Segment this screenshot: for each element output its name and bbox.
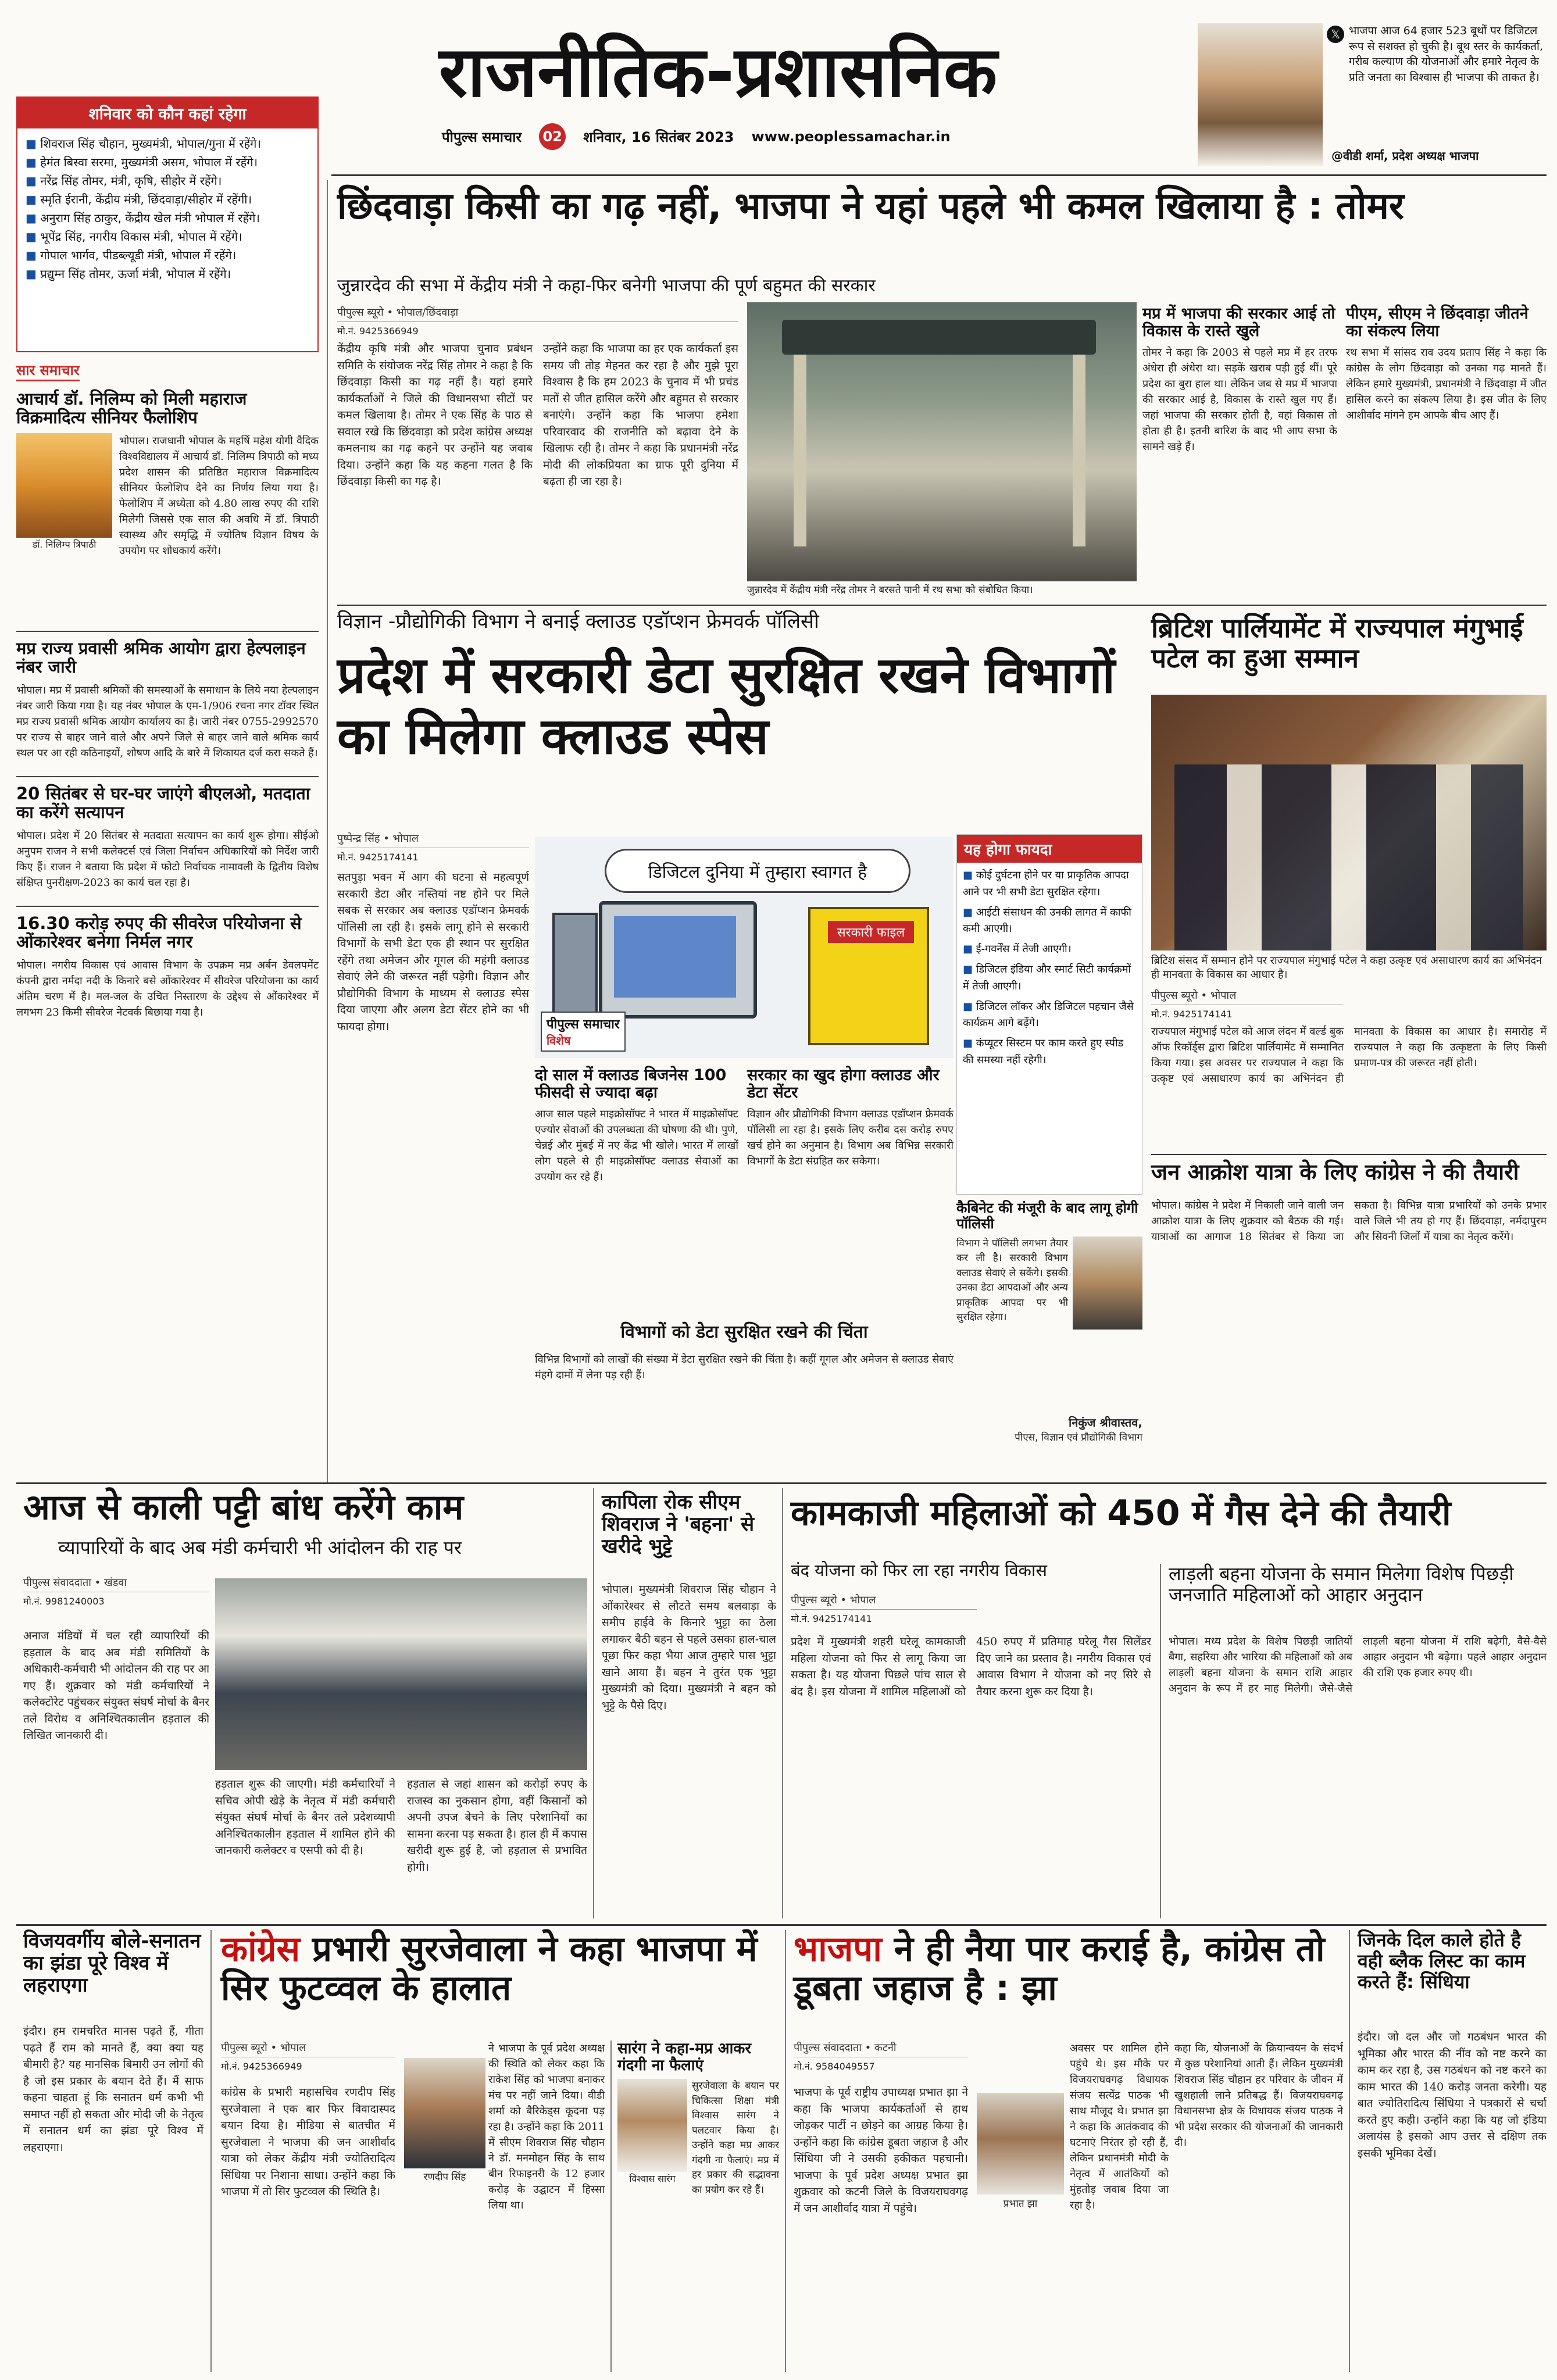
british-story (1151, 988, 1547, 1151)
jan-headline: जन आक्रोश यात्रा के लिए कांग्रेस ने की तैयारी (1151, 1159, 1519, 1185)
gas-rule (1160, 1564, 1161, 1918)
benefit-item: ■ डिजिटल लॉकर और डिजिटल पहचान जैसे कार्यक्रम आगे बढ़ेंगे। (963, 999, 1136, 1032)
cloud-byline: पुष्पेन्द्र सिंह • भोपाल (337, 831, 529, 848)
sar-item-3 (16, 776, 319, 891)
schedule-item: ■ हेमंत बिस्वा सरमा, मुख्यमंत्री असम, भोपाल में रहेंगे। (26, 153, 309, 171)
jha-headline-red: भाजपा (794, 1929, 882, 1970)
benefits-box (956, 834, 1142, 1195)
schedule-item: ■ अनुराग सिंह ठाकुर, केंद्रीय खेल मंत्री भोपाल में रहेंगे। (26, 209, 309, 227)
gas-byline: पीपुल्स ब्यूरो • भोपाल (791, 1593, 977, 1610)
cabinet-body: विभाग ने पॉलिसी लगभग तैयार कर ली है। सरकारी विभाग क्लाउड सेवाएं ले सकेंगे। इसकी उनका डेटा आपदाओं और अन्य प्राकृतिक आपदा पर भी सुरक्षित रहेगा। (956, 1237, 1068, 1324)
lead-kicker: जुन्नारदेव की सभा में केंद्रीय मंत्री ने कहा-फिर बनेगी भाजपा की पूर्ण बहुमत की सरकार (337, 276, 876, 296)
cloud-bottom (535, 1352, 954, 1468)
cloud-sub2-body: विज्ञान और प्रौद्योगिकी विभाग क्लाउड एडॉप्शन फ्रेमवर्क पॉलिसी ला रहा है। इसके लिए करीब दस करोड़ रुपए खर्च होने का अनुमान है। विभाग अब विभिन्न सरकारी विभागों के डेटा संग्रहित कर सकेगा। (747, 1108, 954, 1168)
lead-byline: पीपुल्स ब्यूरो • भोपाल/छिंदवाड़ा (337, 305, 738, 322)
jha-headline-rest: ने ही नैया पार कराई है, कांग्रेस तो डूबता जहाज है : झा (794, 1929, 1325, 2009)
surjewala-headline-rest: प्रभारी सुरजेवाला ने कहा भाजपा में सिर फुटव्वल के हालात (221, 1929, 758, 2009)
rath-pillar-right (1073, 355, 1085, 546)
jha-byline-box (794, 2040, 968, 2072)
vijay-rule (210, 1930, 212, 2372)
rath-canopy (782, 320, 1096, 355)
lead-divider (337, 605, 1547, 606)
jha-photo-caption: प्रभात झा (1003, 2198, 1038, 2210)
lead-photo-caption: जुन्नारदेव में केंद्रीय मंत्री नरेंद्र तोमर ने बरसते पानी में रथ सभा को संबोधित किया। (747, 584, 1033, 596)
kaali-photo (215, 1578, 587, 1770)
lead-photo (747, 302, 1137, 581)
vd-sharma-photo (1198, 23, 1323, 166)
quote-role: पीएस, विज्ञान एवं प्रौद्योगिकी विभाग (1015, 1431, 1142, 1443)
paper-name: पीपुल्स समाचार (442, 128, 522, 145)
sar-headline-2: मप्र राज्य प्रवासी श्रमिक आयोग द्वारा हेल्पलाइन नंबर जारी (16, 638, 306, 677)
gas-headline: कामकाजी महिलाओं को 450 में गैस देने की तैयारी (791, 1493, 1451, 1534)
schedule-item: ■ शिवराज सिंह चौहान, मुख्यमंत्री, भोपाल/गुना में रहेंगे। (26, 134, 309, 153)
surjewala-photo-caption: रणदीप सिंह (423, 2171, 466, 2183)
sar-item-1 (16, 389, 319, 613)
schedule-item: ■ गोपाल भार्गव, पीडब्ल्यूडी मंत्री, भोपाल में रहेंगे। (26, 246, 309, 265)
nilimp-photo (16, 433, 112, 538)
website-link[interactable]: www.peoplessamachar.in (751, 128, 951, 145)
section-title: राजनीतिक-प्रशासनिक (438, 32, 998, 113)
cabinet-box (956, 1200, 1142, 1474)
british-body: राज्यपाल मंगुभाई पटेल को आज लंदन में वर्ल्ड बुक ऑफ रिकॉर्ड्स द्वारा ब्रिटिश पार्लियामेंट में सम्मानित किया गया। इस अवसर पर राज्यपाल ने कहा कि उत्कृष्ट एवं असाधारण कार्य का अभिनंदन ही मानवता के विकास का आधार है। समारोह में राज्यपाल ने कहा कि उत्कृष्टता के लिए किसी प्रमाण-पत्र की जरूरत नहीं होती। (1151, 1025, 1547, 1085)
kapila-body: भोपाल। मुख्यमंत्री शिवराज सिंह चौहान ने ओंकारेश्वर से लौटते समय बलवाड़ा के समीप हाईवे के किनारे भुट्टा का ठेला लगाकर बैठी बहन से पहले उसका हाल-चाल पूछा फिर कहा भैया आज तुम्हारे पास भुट्टा खाने आया हैं। बहन ने तुरंत एक भुट्टा मुख्यमंत्री को दिया। मुख्यमंत्री ने बहन को भुट्टे के पैसे दिए। (602, 1583, 776, 1712)
tweet-box (1198, 23, 1547, 169)
surjewala-body-2: ने भाजपा के पूर्व प्रदेश अध्यक्ष की स्थिति को लेकर कहा कि राकेश सिंह को भाजपा बनाकर मंच पर नहीं जाने दिया। वीडी शर्मा को बैरिकेड्स कूदना पड़ रहा है। उन्होंने कहा कि 2011 में सीएम शिवराज सिंह चौहान ने डॉ. मनमोहन सिंह के साथ बीन रिफाइनरी के 12 हजार करोड़ के उद्घाटन में हिस्सा लिया था। (488, 2042, 605, 2211)
x-icon: 𝕏 (1327, 26, 1344, 43)
file-folder-icon (808, 907, 929, 1045)
lead-side-1 (1142, 305, 1337, 596)
sar-body-1: भोपाल। राजधानी भोपाल के महर्षि महेश योगी वैदिक विश्वविद्यालय में आचार्य डॉ. निलिम्प त्रिपाठी को मध्य प्रदेश शासन की प्रतिष्ठित महाराज विक्रमादित्य सीनियर फेलोशिप देने का निर्णय लिया गया है। फेलोशिप में अध्येता को 4.80 लाख रुपए की राशि मिलेगी जिससे एक साल की अवधि में डॉ. त्रिपाठी स्वास्थ्य और समृद्धि में ज्योतिष विज्ञान विषय के उपयोग पर शोधकार्य करेंगे। (119, 434, 319, 557)
page-number: 02 (539, 123, 566, 150)
schedule-item: ■ नरेंद्र सिंह तोमर, मंत्री, कृषि, सीहोर में रहेंगे। (26, 171, 309, 190)
cloud-headline: प्रदेश में सरकारी डेटा सुरक्षित रखने विभागों का मिलेगा क्लाउड स्पेस (337, 646, 1115, 766)
top-divider (331, 174, 1547, 176)
sar-body-3: भोपाल। प्रदेश में 20 सितंबर से मतदाता सत्यापन का कार्य शुरू होगा। सीईओ अनुपम राजन ने सभी कलेक्टर्स एवं जिला निर्वाचन अधिकारियों को निर्देश जारी किए हैं। राजन ने बताया कि प्रदेश में फोटो निर्वाचक नामावली के द्वितीय विशेष संक्षिप्त पुनरीक्षण-2023 का कार्य चल रहा है। (16, 829, 319, 889)
gas-side-headline: लाड़ली बहना योजना के समान मिलेगा विशेष पिछड़ी जनजाति महिलाओं को आहार अनुदान (1169, 1563, 1514, 1606)
benefits-title: यह होगा फायदा (957, 835, 1142, 863)
tweet-author: @वीडी शर्मा, प्रदेश अध्यक्ष भाजपा (1331, 149, 1479, 163)
tweet-text: भाजपा आज 64 हजार 523 बूथों पर डिजिटल रूप से सशक्त हो चुकी है। बूथ स्तर के कार्यकर्ता, गरीब कल्याण की योजनाओं और हमारे नेतृत्व के प्रति जनता का विश्वास ही भाजपा की ताकत है। (1349, 24, 1543, 84)
lead-mobile: मो.नं. 9425366949 (337, 326, 419, 337)
gas-byline-box (791, 1593, 977, 1625)
sarang-body: सुरजेवाला के बयान पर चिकित्सा शिक्षा मंत्री विश्वास सारंग ने पलटवार किया है। उन्होंने कहा मप्र आकर गंदगी ना फैलाएं। मप्र में हर प्रकार की सद्भावना का प्रयोग कर रहे हैं। (692, 2080, 779, 2196)
british-divider (1151, 1154, 1547, 1155)
surjewala-photo (404, 2058, 485, 2168)
sar-body-2: भोपाल। मप्र में प्रवासी श्रमिकों की समस्याओं के समाधान के लिये नया हेल्पलाइन नंबर जारी किया गया है। यह नंबर भोपाल के एम-1/906 रचना नगर टॉवर स्थित मप्र राज्य प्रवासी श्रमिक आयोग कार्यालय का है। जारी नंबर 0755-2992570 पर राज्य से बाहर जाने वाले और अपने जिले से बाहर जाने वाले श्रमिक कार्य स्थल पर आ रही कठिनाइयों, शोषण आदि के बारे में शिकायत दर्ज करा सकते हैं। (16, 684, 319, 759)
british-mobile: मो.नं. 9425174141 (1151, 1009, 1233, 1020)
sar-item-4 (16, 906, 319, 1020)
schedule-item: ■ स्मृति ईरानी, केंद्रीय मंत्री, छिंदवाड़ा/सीहोर में रहेंगी। (26, 190, 309, 209)
kaali-kicker: व्यापारियों के बाद अब मंडी कर्मचारी भी आंदोलन की राह पर (58, 1536, 462, 1559)
schedule-item: ■ प्रद्युम्न सिंह तोमर, ऊर्जा मंत्री, भोपाल में रहेंगे। (26, 265, 309, 283)
illustration-banner: डिजिटल दुनिया में तुम्हारा स्वागत है (605, 849, 910, 893)
cloud-sub-2 (747, 1067, 954, 1317)
surjewala-headline (221, 1930, 779, 2008)
lead-side2-body: रथ सभा में सांसद राव उदय प्रताप सिंह ने कहा कि कांग्रेस के लोग छिंदवाड़ा को उनका गढ़ मानते हैं। लेकिन हमारे मुख्यमंत्री, प्रधानमंत्री ने छिंदवाड़ा में जीत हासिल करने का संकल्प लिया है। इस जीत के लिए आशीर्वाद मांगने हम आपके बीच आए हैं। (1346, 346, 1547, 422)
benefits-list (957, 863, 1142, 1077)
schedule-list (17, 128, 317, 289)
jha-mobile: मो.नं. 9584049557 (794, 2061, 875, 2072)
lower-divider (16, 1924, 1547, 1926)
surjewala-byline: पीपुल्स ब्यूरो • भोपाल (221, 2040, 395, 2057)
lead-headline: छिंदवाड़ा किसी का गढ़ नहीं, भाजपा ने यहां पहले भी कमल खिलाया है : तोमर (337, 185, 1405, 228)
quote-name: निकुंज श्रीवास्तव, (1069, 1415, 1142, 1430)
lead-story (337, 305, 738, 596)
illustration-tag-paper: पीपुल्स समाचार (547, 1017, 620, 1032)
lead-side-2 (1346, 305, 1547, 596)
gas-body: प्रदेश में मुख्यमंत्री शहरी घरेलू कामकाजी महिला योजना को फिर से लागू किया जा सकता है। यह योजना पिछले पांच साल से बंद है। इस योजना में शामिल महिलाओं को 450 रुपए में प्रतिमाह घरेलू गैस सिलेंडर दिए जाने का प्रस्ताव है। नगरीय विकास एवं आवास विभाग ने योजना को नए सिरे से तैयार करना शुरू कर दिया है। (791, 1635, 1151, 1698)
benefit-item: ■ डिजिटल इंडिया और स्मार्ट सिटी कार्यक्रमों में तेजी आएगी। (963, 962, 1136, 995)
surjewala-rule (785, 1930, 786, 2372)
gas-kicker: बंद योजना को फिर ला रहा नगरीय विकास (791, 1560, 1048, 1580)
sar-label: सार समाचार (16, 360, 80, 381)
jha-rule (1349, 1930, 1350, 2372)
sar-body-4: भोपाल। नगरीय विकास एवं आवास विभाग के उपक्रम मप्र अर्बन डेवलपमेंट कंपनी द्वारा नर्मदा नदी के किनारे बसे ओंकारेश्वर में सीवरेज परियोजना का कार्य अंतिम चरण में है। मल-जल के उचित निस्तारण के उद्देश्य से ओंकारेश्वर में लगभग 23 किमी सीवरेज नेटवर्क बिछाया गया है। (16, 959, 319, 1019)
cloud-sub1-body: आज साल पहले माइक्रोसॉफ्ट ने भारत में माइक्रोसॉफ्ट एज्योर सेवाओं की उपलब्धता की घोषणा की थी। पुणे, चेन्नई और मुंबई में नए केंद्र भी खोले। भारत में लाखों लोग पहले से ही माइक्रोसॉफ्ट क्लाउड सेवाओं का उपयोग कर रहे हैं। (535, 1108, 738, 1184)
lead-body-1: केंद्रीय कृषि मंत्री और भाजपा चुनाव प्रबंधन समिति के संयोजक नरेंद्र सिंह तोमर ने कहा है कि छिंदवाड़ा किसी का गढ़ नहीं है। यहां हमारे कार्यकर्ताओं ने जिले की विधानसभा सीटों पर कमल खिलाया है। तोमर ने एक सिंह के पाठ से सवाल रखे कि छिंदवाड़ा को प्रदेश कांग्रेस अध्यक्ष कमलनाथ का गढ़ कहने पर उन्होंने यह जवाब दिया। उन्होंने कहा कि यह कहना गलत है कि छिंदवाड़ा किसी का गढ़ है। (337, 342, 533, 488)
issue-date: शनिवार, 16 सितंबर 2023 (583, 128, 734, 145)
sarang-caption: विश्वास सारंग (629, 2173, 676, 2185)
surjewala-byline-box (221, 2040, 395, 2072)
cloud-illustration (535, 837, 954, 1058)
kapila-headline: कापिला रोक सीएम शिवराज ने 'बहना' से खरीदे भुट्टे (602, 1491, 755, 1559)
masthead-strip (442, 122, 1052, 151)
kaali-headline: आज से काली पट्टी बांध करेंगे काम (23, 1487, 464, 1528)
benefit-item: ■ कंप्यूटर सिस्टम पर काम करते हुए स्पीड की समस्या नहीं रहेगी। (963, 1035, 1136, 1069)
jha-photo (977, 2093, 1064, 2195)
kaali-byline-box (23, 1575, 209, 1607)
benefit-item: ■ कोई दुर्घटना होने पर या प्राकृतिक आपदा आने पर भी सभी डेटा सुरक्षित रहेगा। (963, 867, 1136, 901)
kapila-rule (782, 1488, 783, 1918)
schedule-box (16, 97, 319, 352)
lead-side1-body: तोमर ने कहा कि 2003 से पहले मप्र में हर तरफ अंधेरा ही अंधेरा था। सड़कें खराब पड़ी हुई थीं। पूरे प्रदेश का बुरा हाल था। लेकिन जब से मप्र में भाजपा की सरकार आई है, विकास के रास्ते खुल गए हैं। जहां भाजपा की सरकार होती है, वहां विकास तो होता ही है। इतनी बारिश के बाद भी आप सभा के सामने खड़े हैं। (1142, 346, 1337, 453)
nikunj-photo (1073, 1237, 1142, 1330)
computer-monitor-icon (599, 901, 757, 1019)
sar-headline-1: आचार्य डॉ. निलिम्प को मिली महाराज विक्रमादित्य सीनियर फैलोशिप (16, 389, 247, 428)
mid-divider (16, 1482, 1547, 1484)
gas-mobile: मो.नं. 9425174141 (791, 1613, 872, 1624)
rath-pillar-left (794, 355, 806, 546)
scindia-headline: जिनके दिल काले होते है वही ब्लैक लिस्ट का काम करते हैं: सिंधिया (1358, 1929, 1526, 1993)
cloud-kicker: विज्ञान -प्रौद्योगिकी विभाग ने बनाई क्लाउड एडॉप्शन फ्रेमवर्क पॉलिसी (337, 610, 819, 633)
sar-headline-4: 16.30 करोड़ रुपए की सीवरेज परियोजना से ओंकारेश्वर बनेगा निर्मल नगर (16, 913, 302, 952)
benefit-item: ■ आईटी संसाधन की उनकी लागत में काफी कमी आएगी। (963, 905, 1136, 938)
benefit-item: ■ ई-गवर्नेंस में तेजी आएगी। (963, 941, 1136, 958)
british-photo-people (1174, 764, 1523, 950)
cloud-bottom-headline: विभागों को डेटा सुरक्षित रखने की चिंता (620, 1322, 868, 1342)
surjewala-mobile: मो.नं. 9425366949 (221, 2061, 302, 2072)
cloud-mobile: मो.नं. 9425174141 (337, 852, 419, 863)
british-caption: ब्रिटिश संसद में सम्मान होने पर राज्यपाल मंगुभाई पटेल ने कहा उत्कृष्ट एवं असाधारण कार्य का अभिनंदन ही मानवता के विकास का आधार है। (1151, 955, 1542, 981)
illustration-tag (541, 1012, 626, 1052)
british-headline: ब्रिटिश पार्लियामेंट में राज्यपाल मंगुभाई पटेल का हुआ सम्मान (1151, 612, 1523, 674)
sar-headline-3: 20 सितंबर से घर-घर जाएंगे बीएलओ, मतदाता का करेंगे सत्यापन (16, 783, 310, 823)
cloud-sub1-headline: दो साल में क्लाउड बिजनेस 100 फीसदी से ज्यादा बढ़ा (535, 1066, 727, 1102)
jha-body-2: अवसर पर शामिल होने पहुंचे थे। इस मौके पर विजयराघवगढ़ विधायक संजय सत्येंद्र पाठक भी साथ मौजूद थे। प्रभात झा ने कहा कि आतंकवाद की घटनाएं निरंतर हो रही हैं, लेकिन प्रधानमंत्री मोदी के नेतृत्व में आतंकियों को मुंहतोड़ जवाब दिया जा रहा है। (1070, 2042, 1169, 2211)
illustration-tag-special: विशेष (547, 1034, 571, 1048)
lead-side1-headline: मप्र में भाजपा की सरकार आई तो विकास के रास्ते खुले (1142, 305, 1335, 341)
sar-column (16, 360, 319, 1477)
vijay-body: इंदौर। हम रामचरित मानस पढ़ते हैं, गीता पढ़ते हैं राम को मानते हैं, क्या क्या यह बीमारी है? यह मानसिक बिमारी उन लोगों की है जो इस प्रकार के बयान देते हैं। मैं साफ कहना चाहता हूं कि सनातन धर्म कभी भी समाप्त नहीं हो सकता और मोदी जी के नेतृत्व में सनातन धर्म का झंडा पूरे विश्व में लहराएगा। (23, 2025, 203, 2154)
lead-side2-headline: पीएम, सीएम ने छिंदवाड़ा जीतने का संकल्प लिया (1346, 305, 1529, 341)
kaali-body-3: हड़ताल से जहां शासन को करोड़ों रुपए के राजस्व का नुकसान होगा, वहीं किसानों को अपनी उपज बेचने के लिए परेशानियों का सामना करना पड़ सकता है। हाल ही में कपास खरीदी शुरू हुई है, जो हड़ताल से प्रभावित होगी। (407, 1778, 587, 1874)
sar-item-2 (16, 631, 319, 761)
schedule-item: ■ भूपेंद्र सिंह, नगरीय विकास मंत्री, भोपाल में रहेंगे। (26, 227, 309, 246)
vijay-headline: विजयवर्गीय बोले-सनातन का झंडा पूरे विश्व में लहराएगा (23, 1929, 201, 1997)
sarang-box (610, 2040, 779, 2372)
british-photo (1151, 695, 1547, 950)
nilimp-caption: डॉ. निलिम्प त्रिपाठी (32, 538, 97, 550)
kaali-body-2: हड़ताल शुरू की जाएगी। मंडी कर्मचारियों ने सचिव ओपी खेड़े के नेतृत्व में मंडी कर्मचारी संयुक्त संघर्ष मोर्चा के बैनर तले प्रदेशव्यापी अनिश्चितकालीन हड़ताल में शामिल होने की जानकारी कलेक्टर व एसपी को दी है। (215, 1778, 395, 1857)
jha-headline (794, 1930, 1352, 2008)
jha-body-1: भाजपा के पूर्व राष्ट्रीय उपाध्यक्ष प्रभात झा ने कहा कि भाजपा कार्यकर्ताओं से हाथ जोड़कर पार्टी न छोड़ने का आग्रह किया है। उन्होंने कहा कि कांग्रेस डूबता जहाज है और सिंधिया जी ने उसकी हकीकत पहचानी। भाजपा के पूर्व प्रदेश अध्यक्ष प्रभात झा शुक्रवार को कटनी जिले के विजयराघवगढ़ में जन आशीर्वाद यात्रा में पहुंचे। (794, 2086, 968, 2215)
jha-body-3: कहा कि, योजनाओं के क्रियान्वयन के संदर्भ में कुछ परेशानियां आती हैं। लेकिन मुख्यमंत्री शिवराज सिंह चौहान हर परिवार के जीवन में खुशहाली लाने प्रतिबद्ध हैं। विजयराघवगढ़ विधानसभा क्षेत्र के विधायक संजय पाठक ने भी प्रदेश सरकार की योजनाओं की जानकारी दी। (1174, 2042, 1343, 2149)
british-byline: पीपुल्स ब्यूरो • भोपाल (1151, 988, 1343, 1005)
cloud-story (337, 831, 529, 1471)
jan-body: भोपाल। कांग्रेस ने प्रदेश में निकाली जाने वाली जन आक्रोश यात्रा के लिए शुक्रवार को बैठक की गई। यात्राओं का आगाज 18 सितंबर से किया जा सकता है। विभिन्न यात्रा प्रभारियों को उनके प्रभार वाले जिले भी तय हो गए हैं। छिंदवाड़ा, नर्मदापुरम और सिवनी जिलों में यात्रा का नेतृत्व करेंगे। (1151, 1199, 1547, 1243)
gas-side-body: भोपाल। मध्य प्रदेश के विशेष पिछड़ी जातियों बैगा, सहरिया और भारिया की महिलाओं को अब लाड़ली बहना योजना के समान राशि आहार अनुदान के रूप में हर माह मिलेगी। जैसे-जैसे लाड़ली बहना योजना में राशि बढ़ेगी, वैसे-वैसे आहार अनुदान भी बढ़ेगा। पहले आहार अनुदान की राशि एक हजार रुपए थी। (1169, 1635, 1547, 1695)
schedule-title: शनिवार को कौन कहां रहेगा (17, 98, 317, 128)
left-col-rule (327, 180, 328, 1482)
lead-body-2: उन्होंने कहा कि भाजपा का हर एक कार्यकर्ता इस समय जी तोड़ मेहनत कर रहा है और मुझे पूरा विश्वास है कि हम 2023 के चुनाव में भी प्रचंड मतों से जीत हासिल करेंगे और बहुमत से सरकार बनाएंगे। उन्होंने कहा कि भाजपा हमेशा परिवारवाद की राजनीति को बढ़ावा देने के खिलाफ रही है। तोमर ने कहा कि प्रधानमंत्री नरेंद्र मोदी की लोकप्रियता का ग्राफ पूरी दुनिया में बढ़ता ही जा रहा है। (543, 342, 738, 488)
scindia-body: इंदौर। जो दल और जो गठबंधन भारत की भूमिका और भारत की नींव को नष्ट करने का काम कर रहा है, उस गठबंधन को नष्ट करने का काम भारत की 140 करोड़ जनता करेगी। यह बात ज्योतिरादित्य सिंधिया ने पत्रकारों से चर्चा करते हुए कही। उन्होंने कहा कि यह जो इंडिया अलायंस है इसको आप उत्तर से दक्षिण तक इसकी भूमिका देखें। (1358, 2031, 1547, 2160)
sarang-photo (617, 2079, 687, 2172)
cloud-sub-1 (535, 1067, 738, 1317)
file-label: सरकारी फाइल (828, 921, 914, 943)
kaali-rule (593, 1488, 594, 1918)
surjewala-headline-red: कांग्रेस (221, 1929, 301, 1970)
kaali-body-1: अनाज मंडियों में चल रही व्यापारियों की हड़ताल के बाद अब मंडी समितियों के अधिकारी-कर्मचारी भी आंदोलन की राह पर आ गए हैं। शुक्रवार को मंडी कर्मचारियों ने कलेक्टोरेट पहुंचकर संयुक्त संघर्ष मोर्चा के बैनर तले विरोध व अनिश्चितकालीन हड़ताल की लिखित जानकारी दी। (23, 1629, 209, 1742)
kaali-byline: पीपुल्स संवाददाता • खंडवा (23, 1575, 209, 1592)
kaali-mobile: मो.नं. 9981240003 (23, 1596, 105, 1607)
cabinet-headline: कैबिनेट की मंजूरी के बाद लागू होगी पॉलिसी (956, 1200, 1138, 1232)
sarang-headline: सारंग ने कहा-मप्र आकर गंदगी ना फैलाएं (617, 2040, 751, 2075)
surjewala-body-1: कांग्रेस के प्रभारी महासचिव रणदीप सिंह सुरजेवाला ने एक बार फिर विवादास्पद बयान दिया है। मीडिया से बातचीत में सुरजेवाला ने भाजपा की जन आशीर्वाद यात्रा को लेकर केंद्रीय मंत्री ज्योतिरादित्य सिंधिया पर निशाना साधा। उन्होंने कहा कि भाजपा में तो सिर फुटव्वल की स्थिति है। (221, 2086, 395, 2198)
cloud-bottom-body: विभिन्न विभागों को लाखों की संख्या में डेटा सुरक्षित रखने की चिंता है। कहीं गूगल और अमेजन से क्लाउड सेवाएं मंहगे दामों में लेना पड़ रही हैं। (535, 1353, 954, 1381)
cloud-body: सतपुड़ा भवन में आग की घटना से महत्वपूर्ण सरकारी डेटा और नस्तियां नष्ट होने पर मिले सबक से सरकार अब क्लाउड एडॉप्शन फ्रेमवर्क पॉलिसी ला रही है। इसके लागू होने से सरकारी विभागों के सभी डेटा एक ही स्थान पर सुरक्षित रहेंगे तथा अमेजन और गूगल की महंगी क्लाउड सेवाएं लेने की जरूरत नहीं पड़ेगी। विज्ञान और प्रौद्योगिकी विभाग के माध्यम से क्लाउड स्पेस दिया जाएगा और अलग डेटा सेंटर होने का भी फायदा होगा। (337, 871, 529, 1033)
cloud-sub2-headline: सरकार का खुद होगा क्लाउड और डेटा सेंटर (747, 1066, 940, 1102)
jha-byline: पीपुल्स संवाददाता • कटनी (794, 2040, 968, 2057)
